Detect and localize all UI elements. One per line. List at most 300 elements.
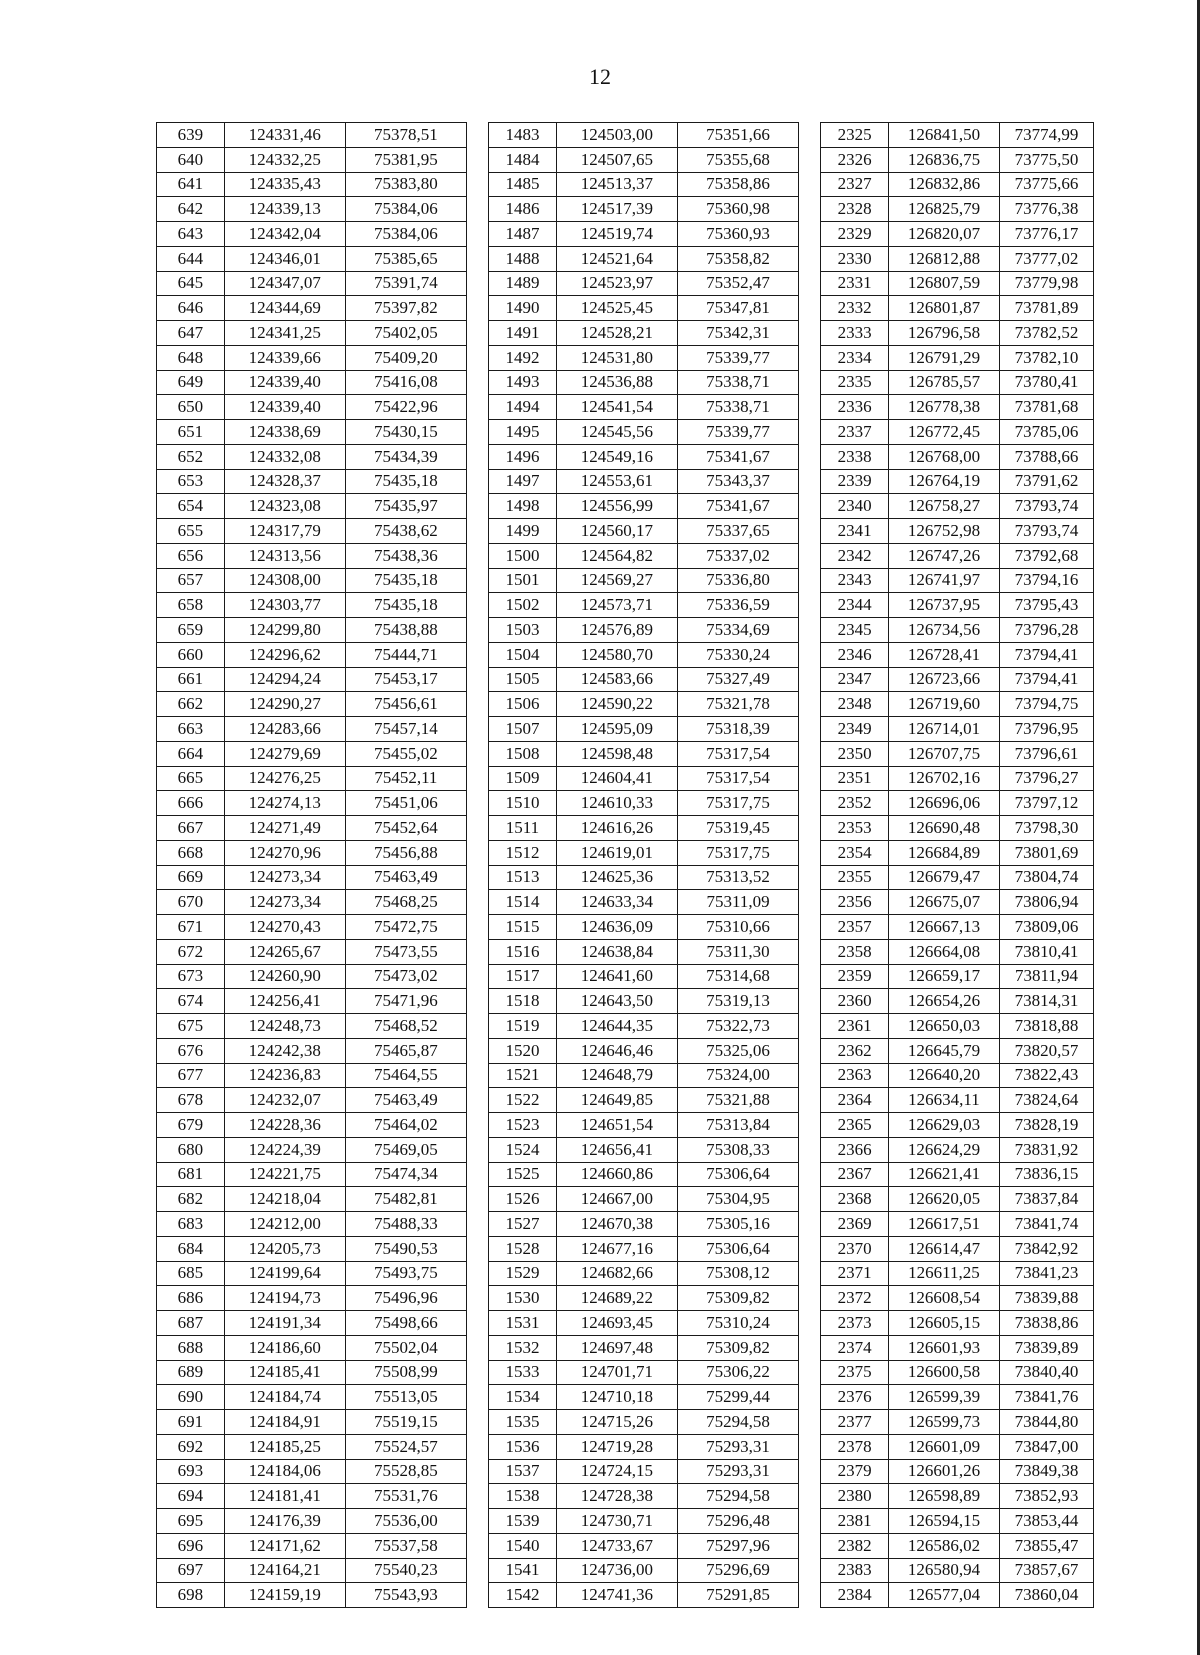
- group-2-x-coordinate-cell: 124741,36: [556, 1583, 677, 1608]
- group-3-y-coordinate-cell: 73793,74: [1000, 494, 1094, 519]
- page-number: 12: [589, 64, 611, 89]
- group-1-y-coordinate-cell: 75384,06: [345, 222, 466, 247]
- group-separator-cell: [466, 271, 488, 296]
- group-separator-cell: [466, 1113, 488, 1138]
- group-separator-cell: [466, 1286, 488, 1311]
- group-2-point-number-cell: 1509: [489, 766, 557, 791]
- group-1-point-number-cell: 680: [157, 1137, 225, 1162]
- group-1-point-number-cell: 681: [157, 1162, 225, 1187]
- group-3-point-number-cell: 2363: [821, 1063, 889, 1088]
- group-3-point-number-cell: 2382: [821, 1533, 889, 1558]
- group-2-point-number-cell: 1484: [489, 147, 557, 172]
- group-separator-cell: [799, 1410, 821, 1435]
- group-1-y-coordinate-cell: 75416,08: [345, 370, 466, 395]
- group-1-point-number-cell: 664: [157, 741, 225, 766]
- coordinates-table-body: [157, 123, 1094, 1608]
- group-3-x-coordinate-cell: 126702,16: [888, 766, 999, 791]
- group-2-y-coordinate-cell: 75341,67: [677, 494, 798, 519]
- table-row: [157, 420, 1094, 445]
- group-2-y-coordinate-cell: 75337,65: [677, 519, 798, 544]
- group-1-x-coordinate-cell: 124185,41: [224, 1360, 345, 1385]
- group-3-point-number-cell: 2383: [821, 1558, 889, 1583]
- group-3-x-coordinate-cell: 126707,75: [888, 741, 999, 766]
- group-2-point-number-cell: 1517: [489, 964, 557, 989]
- table-row: [157, 816, 1094, 841]
- group-3-x-coordinate-cell: 126601,09: [888, 1434, 999, 1459]
- group-3-y-coordinate-cell: 73797,12: [1000, 791, 1094, 816]
- group-3-y-coordinate-cell: 73780,41: [1000, 370, 1094, 395]
- table-row: [157, 271, 1094, 296]
- group-2-y-coordinate-cell: 75297,96: [677, 1533, 798, 1558]
- group-1-x-coordinate-cell: 124176,39: [224, 1509, 345, 1534]
- group-1-point-number-cell: 670: [157, 890, 225, 915]
- group-3-point-number-cell: 2352: [821, 791, 889, 816]
- group-2-y-coordinate-cell: 75334,69: [677, 618, 798, 643]
- group-separator-cell: [466, 568, 488, 593]
- group-1-y-coordinate-cell: 75384,06: [345, 197, 466, 222]
- group-1-y-coordinate-cell: 75452,64: [345, 816, 466, 841]
- group-separator-cell: [799, 1385, 821, 1410]
- group-separator-cell: [466, 1434, 488, 1459]
- group-2-point-number-cell: 1497: [489, 469, 557, 494]
- group-1-y-coordinate-cell: 75474,34: [345, 1162, 466, 1187]
- group-1-point-number-cell: 656: [157, 543, 225, 568]
- group-2-x-coordinate-cell: 124556,99: [556, 494, 677, 519]
- group-1-y-coordinate-cell: 75493,75: [345, 1261, 466, 1286]
- group-3-x-coordinate-cell: 126820,07: [888, 222, 999, 247]
- group-separator-cell: [799, 964, 821, 989]
- group-separator-cell: [466, 766, 488, 791]
- group-3-point-number-cell: 2349: [821, 717, 889, 742]
- table-row: [157, 1187, 1094, 1212]
- group-1-y-coordinate-cell: 75444,71: [345, 642, 466, 667]
- group-2-y-coordinate-cell: 75360,93: [677, 222, 798, 247]
- group-separator-cell: [466, 1583, 488, 1608]
- group-3-y-coordinate-cell: 73776,38: [1000, 197, 1094, 222]
- group-2-point-number-cell: 1507: [489, 717, 557, 742]
- group-2-y-coordinate-cell: 75306,22: [677, 1360, 798, 1385]
- table-row: [157, 1583, 1094, 1608]
- group-1-y-coordinate-cell: 75435,18: [345, 469, 466, 494]
- group-2-x-coordinate-cell: 124646,46: [556, 1038, 677, 1063]
- group-1-point-number-cell: 657: [157, 568, 225, 593]
- group-3-y-coordinate-cell: 73849,38: [1000, 1459, 1094, 1484]
- group-1-y-coordinate-cell: 75508,99: [345, 1360, 466, 1385]
- group-1-y-coordinate-cell: 75464,55: [345, 1063, 466, 1088]
- group-separator-cell: [466, 1335, 488, 1360]
- group-2-point-number-cell: 1490: [489, 296, 557, 321]
- group-2-point-number-cell: 1508: [489, 741, 557, 766]
- group-2-point-number-cell: 1530: [489, 1286, 557, 1311]
- group-1-y-coordinate-cell: 75464,02: [345, 1113, 466, 1138]
- group-1-point-number-cell: 640: [157, 147, 225, 172]
- group-1-point-number-cell: 671: [157, 915, 225, 940]
- group-3-x-coordinate-cell: 126624,29: [888, 1137, 999, 1162]
- group-2-point-number-cell: 1540: [489, 1533, 557, 1558]
- table-row: [157, 989, 1094, 1014]
- group-1-x-coordinate-cell: 124218,04: [224, 1187, 345, 1212]
- group-1-x-coordinate-cell: 124294,24: [224, 667, 345, 692]
- group-1-x-coordinate-cell: 124308,00: [224, 568, 345, 593]
- group-1-point-number-cell: 669: [157, 865, 225, 890]
- group-1-x-coordinate-cell: 124313,56: [224, 543, 345, 568]
- group-2-x-coordinate-cell: 124693,45: [556, 1311, 677, 1336]
- group-1-y-coordinate-cell: 75457,14: [345, 717, 466, 742]
- group-separator-cell: [799, 296, 821, 321]
- group-3-point-number-cell: 2345: [821, 618, 889, 643]
- group-2-x-coordinate-cell: 124553,61: [556, 469, 677, 494]
- group-separator-cell: [466, 915, 488, 940]
- group-2-point-number-cell: 1522: [489, 1088, 557, 1113]
- group-2-x-coordinate-cell: 124560,17: [556, 519, 677, 544]
- group-3-point-number-cell: 2375: [821, 1360, 889, 1385]
- group-3-x-coordinate-cell: 126634,11: [888, 1088, 999, 1113]
- group-2-point-number-cell: 1486: [489, 197, 557, 222]
- group-2-y-coordinate-cell: 75293,31: [677, 1434, 798, 1459]
- group-3-y-coordinate-cell: 73794,41: [1000, 642, 1094, 667]
- group-2-x-coordinate-cell: 124525,45: [556, 296, 677, 321]
- group-3-y-coordinate-cell: 73779,98: [1000, 271, 1094, 296]
- group-2-point-number-cell: 1488: [489, 246, 557, 271]
- group-2-point-number-cell: 1519: [489, 1014, 557, 1039]
- group-separator-cell: [799, 271, 821, 296]
- group-separator-cell: [799, 444, 821, 469]
- group-1-point-number-cell: 685: [157, 1261, 225, 1286]
- table-row: [157, 618, 1094, 643]
- group-2-point-number-cell: 1542: [489, 1583, 557, 1608]
- group-2-x-coordinate-cell: 124667,00: [556, 1187, 677, 1212]
- group-3-point-number-cell: 2380: [821, 1484, 889, 1509]
- group-separator-cell: [799, 1014, 821, 1039]
- group-1-y-coordinate-cell: 75438,62: [345, 519, 466, 544]
- group-1-x-coordinate-cell: 124341,25: [224, 321, 345, 346]
- group-1-y-coordinate-cell: 75456,61: [345, 692, 466, 717]
- group-3-y-coordinate-cell: 73806,94: [1000, 890, 1094, 915]
- group-2-point-number-cell: 1538: [489, 1484, 557, 1509]
- group-1-x-coordinate-cell: 124347,07: [224, 271, 345, 296]
- table-row: [157, 642, 1094, 667]
- group-3-y-coordinate-cell: 73852,93: [1000, 1484, 1094, 1509]
- group-1-x-coordinate-cell: 124184,91: [224, 1410, 345, 1435]
- group-separator-cell: [466, 692, 488, 717]
- table-row: [157, 1360, 1094, 1385]
- table-row: [157, 123, 1094, 148]
- table-row: [157, 964, 1094, 989]
- group-3-point-number-cell: 2326: [821, 147, 889, 172]
- group-3-y-coordinate-cell: 73804,74: [1000, 865, 1094, 890]
- table-row: [157, 345, 1094, 370]
- group-separator-cell: [466, 989, 488, 1014]
- group-separator-cell: [466, 890, 488, 915]
- table-row: [157, 741, 1094, 766]
- group-2-y-coordinate-cell: 75293,31: [677, 1459, 798, 1484]
- group-2-y-coordinate-cell: 75296,48: [677, 1509, 798, 1534]
- table-row: [157, 444, 1094, 469]
- group-1-point-number-cell: 643: [157, 222, 225, 247]
- table-row: [157, 791, 1094, 816]
- group-3-x-coordinate-cell: 126605,15: [888, 1311, 999, 1336]
- group-separator-cell: [799, 1212, 821, 1237]
- group-2-x-coordinate-cell: 124549,16: [556, 444, 677, 469]
- group-2-x-coordinate-cell: 124616,26: [556, 816, 677, 841]
- group-2-y-coordinate-cell: 75321,88: [677, 1088, 798, 1113]
- group-1-y-coordinate-cell: 75453,17: [345, 667, 466, 692]
- group-separator-cell: [799, 321, 821, 346]
- group-2-point-number-cell: 1536: [489, 1434, 557, 1459]
- table-row: [157, 519, 1094, 544]
- group-1-x-coordinate-cell: 124236,83: [224, 1063, 345, 1088]
- group-1-y-coordinate-cell: 75383,80: [345, 172, 466, 197]
- group-3-y-coordinate-cell: 73781,68: [1000, 395, 1094, 420]
- group-1-x-coordinate-cell: 124332,08: [224, 444, 345, 469]
- table-row: [157, 1261, 1094, 1286]
- group-2-point-number-cell: 1499: [489, 519, 557, 544]
- group-3-point-number-cell: 2384: [821, 1583, 889, 1608]
- group-3-point-number-cell: 2360: [821, 989, 889, 1014]
- group-3-y-coordinate-cell: 73814,31: [1000, 989, 1094, 1014]
- group-1-y-coordinate-cell: 75435,97: [345, 494, 466, 519]
- group-1-y-coordinate-cell: 75468,52: [345, 1014, 466, 1039]
- group-2-y-coordinate-cell: 75308,33: [677, 1137, 798, 1162]
- group-2-point-number-cell: 1541: [489, 1558, 557, 1583]
- group-2-point-number-cell: 1529: [489, 1261, 557, 1286]
- group-1-y-coordinate-cell: 75452,11: [345, 766, 466, 791]
- table-row: [157, 1137, 1094, 1162]
- group-1-point-number-cell: 661: [157, 667, 225, 692]
- group-2-point-number-cell: 1512: [489, 840, 557, 865]
- group-1-point-number-cell: 667: [157, 816, 225, 841]
- group-separator-cell: [799, 222, 821, 247]
- group-2-point-number-cell: 1493: [489, 370, 557, 395]
- group-2-x-coordinate-cell: 124670,38: [556, 1212, 677, 1237]
- group-1-y-coordinate-cell: 75381,95: [345, 147, 466, 172]
- group-separator-cell: [466, 717, 488, 742]
- group-separator-cell: [799, 1509, 821, 1534]
- group-2-x-coordinate-cell: 124633,34: [556, 890, 677, 915]
- group-1-x-coordinate-cell: 124260,90: [224, 964, 345, 989]
- group-3-y-coordinate-cell: 73777,02: [1000, 246, 1094, 271]
- group-3-point-number-cell: 2328: [821, 197, 889, 222]
- group-1-point-number-cell: 696: [157, 1533, 225, 1558]
- group-1-x-coordinate-cell: 124339,66: [224, 345, 345, 370]
- group-1-point-number-cell: 695: [157, 1509, 225, 1534]
- group-1-x-coordinate-cell: 124184,74: [224, 1385, 345, 1410]
- coordinates-table: [156, 122, 1094, 1608]
- group-separator-cell: [466, 1509, 488, 1534]
- group-separator-cell: [466, 1533, 488, 1558]
- group-2-x-coordinate-cell: 124513,37: [556, 172, 677, 197]
- group-1-y-coordinate-cell: 75498,66: [345, 1311, 466, 1336]
- group-1-x-coordinate-cell: 124276,25: [224, 766, 345, 791]
- group-3-x-coordinate-cell: 126599,73: [888, 1410, 999, 1435]
- group-2-y-coordinate-cell: 75351,66: [677, 123, 798, 148]
- table-row: [157, 147, 1094, 172]
- group-3-point-number-cell: 2379: [821, 1459, 889, 1484]
- group-1-point-number-cell: 654: [157, 494, 225, 519]
- table-row: [157, 840, 1094, 865]
- group-separator-cell: [466, 964, 488, 989]
- group-3-point-number-cell: 2336: [821, 395, 889, 420]
- group-3-x-coordinate-cell: 126812,88: [888, 246, 999, 271]
- table-row: [157, 1509, 1094, 1534]
- group-separator-cell: [799, 1261, 821, 1286]
- group-3-y-coordinate-cell: 73785,06: [1000, 420, 1094, 445]
- group-separator-cell: [466, 618, 488, 643]
- group-separator-cell: [799, 197, 821, 222]
- group-3-y-coordinate-cell: 73836,15: [1000, 1162, 1094, 1187]
- group-1-point-number-cell: 691: [157, 1410, 225, 1435]
- group-2-point-number-cell: 1494: [489, 395, 557, 420]
- group-separator-cell: [466, 816, 488, 841]
- group-separator-cell: [799, 1162, 821, 1187]
- table-row: [157, 543, 1094, 568]
- group-3-x-coordinate-cell: 126598,89: [888, 1484, 999, 1509]
- group-1-y-coordinate-cell: 75502,04: [345, 1335, 466, 1360]
- group-1-point-number-cell: 687: [157, 1311, 225, 1336]
- group-2-point-number-cell: 1523: [489, 1113, 557, 1138]
- table-row: [157, 1063, 1094, 1088]
- group-1-x-coordinate-cell: 124335,43: [224, 172, 345, 197]
- group-separator-cell: [799, 1137, 821, 1162]
- group-3-x-coordinate-cell: 126796,58: [888, 321, 999, 346]
- group-3-y-coordinate-cell: 73839,89: [1000, 1335, 1094, 1360]
- table-row: [157, 915, 1094, 940]
- group-3-point-number-cell: 2362: [821, 1038, 889, 1063]
- group-1-point-number-cell: 665: [157, 766, 225, 791]
- group-3-x-coordinate-cell: 126690,48: [888, 816, 999, 841]
- group-2-point-number-cell: 1514: [489, 890, 557, 915]
- group-1-point-number-cell: 674: [157, 989, 225, 1014]
- group-1-point-number-cell: 684: [157, 1236, 225, 1261]
- table-row: [157, 172, 1094, 197]
- group-3-point-number-cell: 2333: [821, 321, 889, 346]
- group-1-x-coordinate-cell: 124344,69: [224, 296, 345, 321]
- group-3-x-coordinate-cell: 126772,45: [888, 420, 999, 445]
- group-3-x-coordinate-cell: 126654,26: [888, 989, 999, 1014]
- group-1-x-coordinate-cell: 124342,04: [224, 222, 345, 247]
- group-2-point-number-cell: 1491: [489, 321, 557, 346]
- group-3-y-coordinate-cell: 73792,68: [1000, 543, 1094, 568]
- group-1-x-coordinate-cell: 124159,19: [224, 1583, 345, 1608]
- group-2-y-coordinate-cell: 75330,24: [677, 642, 798, 667]
- group-2-y-coordinate-cell: 75296,69: [677, 1558, 798, 1583]
- group-separator-cell: [466, 543, 488, 568]
- group-1-point-number-cell: 666: [157, 791, 225, 816]
- group-1-y-coordinate-cell: 75540,23: [345, 1558, 466, 1583]
- group-1-point-number-cell: 693: [157, 1459, 225, 1484]
- group-3-y-coordinate-cell: 73857,67: [1000, 1558, 1094, 1583]
- group-2-y-coordinate-cell: 75338,71: [677, 395, 798, 420]
- group-1-y-coordinate-cell: 75435,18: [345, 568, 466, 593]
- group-2-x-coordinate-cell: 124595,09: [556, 717, 677, 742]
- group-1-y-coordinate-cell: 75438,36: [345, 543, 466, 568]
- group-2-y-coordinate-cell: 75319,45: [677, 816, 798, 841]
- group-1-x-coordinate-cell: 124339,13: [224, 197, 345, 222]
- group-2-x-coordinate-cell: 124517,39: [556, 197, 677, 222]
- group-3-point-number-cell: 2356: [821, 890, 889, 915]
- group-3-y-coordinate-cell: 73810,41: [1000, 939, 1094, 964]
- group-1-y-coordinate-cell: 75463,49: [345, 1088, 466, 1113]
- group-1-x-coordinate-cell: 124332,25: [224, 147, 345, 172]
- group-1-x-coordinate-cell: 124296,62: [224, 642, 345, 667]
- group-3-point-number-cell: 2340: [821, 494, 889, 519]
- group-separator-cell: [466, 420, 488, 445]
- group-2-point-number-cell: 1535: [489, 1410, 557, 1435]
- table-row: [157, 1286, 1094, 1311]
- group-3-y-coordinate-cell: 73796,27: [1000, 766, 1094, 791]
- group-separator-cell: [799, 791, 821, 816]
- group-3-point-number-cell: 2339: [821, 469, 889, 494]
- group-1-point-number-cell: 692: [157, 1434, 225, 1459]
- group-separator-cell: [799, 147, 821, 172]
- group-3-point-number-cell: 2358: [821, 939, 889, 964]
- group-separator-cell: [466, 444, 488, 469]
- group-2-point-number-cell: 1520: [489, 1038, 557, 1063]
- group-3-x-coordinate-cell: 126608,54: [888, 1286, 999, 1311]
- group-separator-cell: [466, 1558, 488, 1583]
- group-2-point-number-cell: 1506: [489, 692, 557, 717]
- group-3-y-coordinate-cell: 73776,17: [1000, 222, 1094, 247]
- group-1-x-coordinate-cell: 124181,41: [224, 1484, 345, 1509]
- group-2-y-coordinate-cell: 75317,75: [677, 840, 798, 865]
- group-2-point-number-cell: 1492: [489, 345, 557, 370]
- group-3-point-number-cell: 2361: [821, 1014, 889, 1039]
- group-1-y-coordinate-cell: 75468,25: [345, 890, 466, 915]
- group-3-y-coordinate-cell: 73841,76: [1000, 1385, 1094, 1410]
- group-2-x-coordinate-cell: 124507,65: [556, 147, 677, 172]
- group-1-x-coordinate-cell: 124283,66: [224, 717, 345, 742]
- group-1-y-coordinate-cell: 75456,88: [345, 840, 466, 865]
- group-2-x-coordinate-cell: 124636,09: [556, 915, 677, 940]
- group-separator-cell: [466, 642, 488, 667]
- group-1-x-coordinate-cell: 124270,43: [224, 915, 345, 940]
- group-2-x-coordinate-cell: 124625,36: [556, 865, 677, 890]
- group-2-y-coordinate-cell: 75314,68: [677, 964, 798, 989]
- group-1-x-coordinate-cell: 124228,36: [224, 1113, 345, 1138]
- group-separator-cell: [466, 519, 488, 544]
- group-2-x-coordinate-cell: 124619,01: [556, 840, 677, 865]
- group-1-y-coordinate-cell: 75543,93: [345, 1583, 466, 1608]
- group-2-x-coordinate-cell: 124528,21: [556, 321, 677, 346]
- group-1-point-number-cell: 672: [157, 939, 225, 964]
- group-3-x-coordinate-cell: 126714,01: [888, 717, 999, 742]
- group-3-x-coordinate-cell: 126621,41: [888, 1162, 999, 1187]
- group-3-point-number-cell: 2357: [821, 915, 889, 940]
- group-separator-cell: [466, 246, 488, 271]
- group-3-y-coordinate-cell: 73839,88: [1000, 1286, 1094, 1311]
- group-separator-cell: [799, 989, 821, 1014]
- group-separator-cell: [799, 1286, 821, 1311]
- group-1-x-coordinate-cell: 124232,07: [224, 1088, 345, 1113]
- group-3-x-coordinate-cell: 126611,25: [888, 1261, 999, 1286]
- group-3-y-coordinate-cell: 73794,75: [1000, 692, 1094, 717]
- group-2-x-coordinate-cell: 124610,33: [556, 791, 677, 816]
- table-row: [157, 1212, 1094, 1237]
- group-2-point-number-cell: 1504: [489, 642, 557, 667]
- table-row: [157, 395, 1094, 420]
- table-row: [157, 222, 1094, 247]
- group-separator-cell: [799, 1533, 821, 1558]
- table-row: [157, 1410, 1094, 1435]
- table-row: [157, 370, 1094, 395]
- group-1-x-coordinate-cell: 124171,62: [224, 1533, 345, 1558]
- group-1-point-number-cell: 649: [157, 370, 225, 395]
- group-1-y-coordinate-cell: 75528,85: [345, 1459, 466, 1484]
- group-1-point-number-cell: 676: [157, 1038, 225, 1063]
- group-separator-cell: [799, 1236, 821, 1261]
- group-separator-cell: [799, 766, 821, 791]
- group-1-y-coordinate-cell: 75385,65: [345, 246, 466, 271]
